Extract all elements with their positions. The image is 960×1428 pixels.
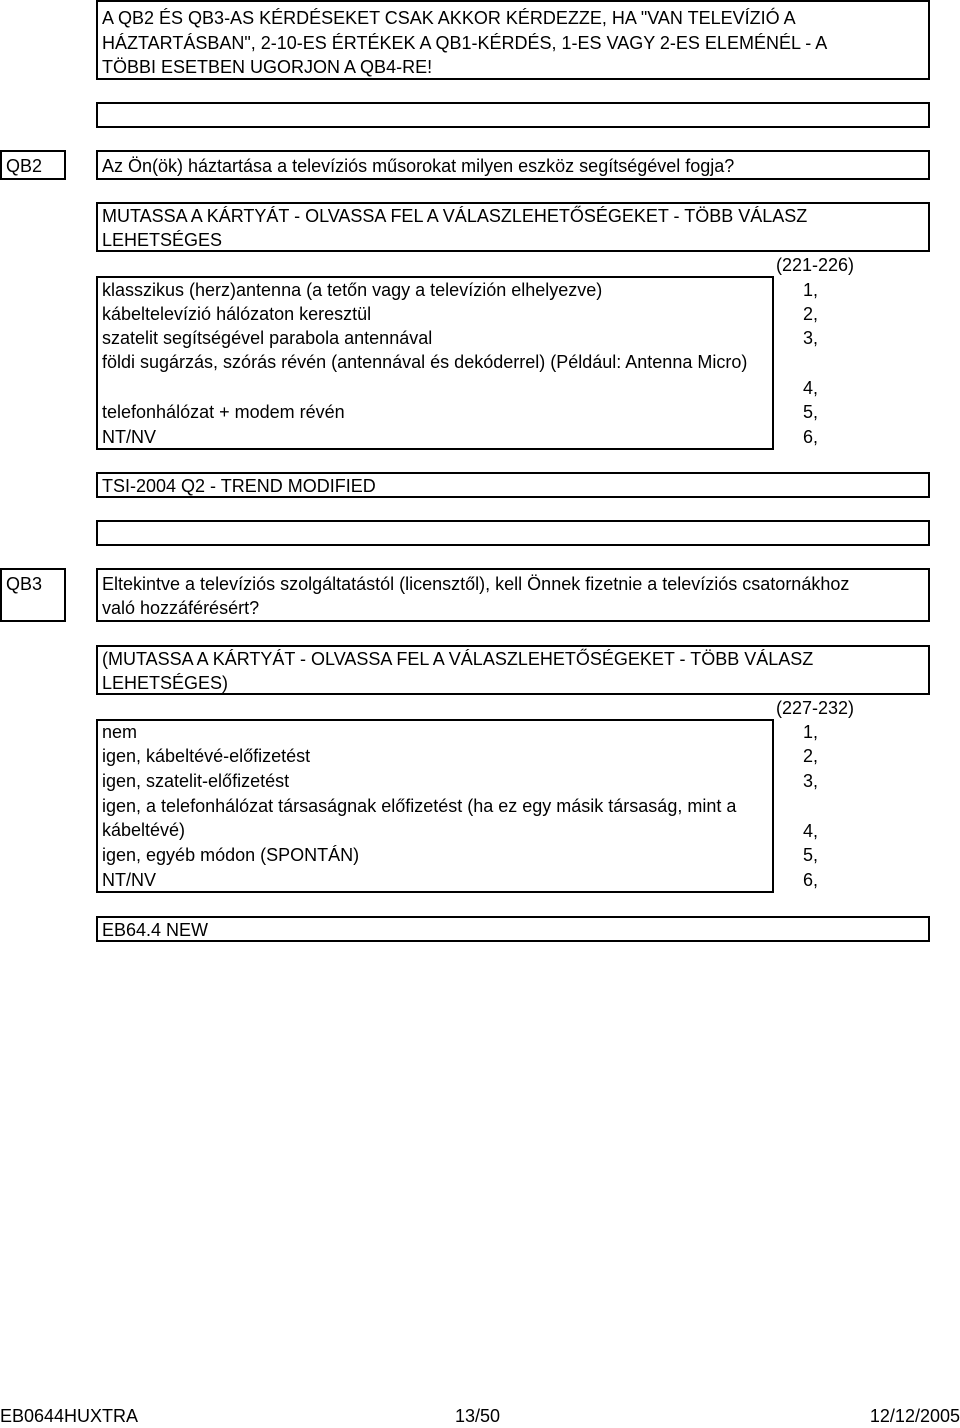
qb3-option-5-code: 5, — [802, 845, 818, 865]
qb3-option-4: igen, a telefonhálózat társaságnak előfizetést (ha ez egy másik társaság, mint a kábeltévé) — [102, 796, 737, 840]
empty-box — [96, 102, 930, 128]
qb3-question-line-1: Eltekintve a televíziós szolgáltatástól (licensztől), kell Önnek fizetnie a televíziós csatornákhoz — [102, 574, 850, 594]
qb3-source-box — [96, 916, 930, 942]
qb2-option-6-code: 6, — [802, 427, 818, 447]
qb3-option-2: igen, kábeltévé-előfizetést — [102, 746, 311, 766]
qb2-column-codes: (221-226) — [776, 255, 855, 275]
qb2-option-3-code: 3, — [802, 328, 818, 348]
qb2-question: Az Ön(ök) háztartása a televíziós műsorokat milyen eszköz segítségével fogja? — [102, 156, 735, 176]
qb3-option-6: NT/NV — [102, 870, 156, 890]
qb3-option-5: igen, egyéb módon (SPONTÁN) — [102, 845, 360, 865]
qb2-option-4-code: 4, — [802, 378, 818, 398]
filter-instruction-line-1: A QB2 ÉS QB3-AS KÉRDÉSEKET CSAK AKKOR KÉRDEZZE, HA "VAN TELEVÍZIÓ A — [102, 8, 796, 28]
qb2-instruction-line-2: LEHETSÉGES — [102, 230, 223, 250]
qb3-source: EB64.4 NEW — [102, 920, 209, 940]
qb3-question-line-2: való hozzáférésért? — [102, 598, 260, 618]
qb3-label: QB3 — [6, 574, 43, 594]
qb2-option-4: földi sugárzás, szórás révén (antennával és dekóderrel) (Például: Antenna Micro) — [102, 352, 748, 372]
qb2-option-1-code: 1, — [802, 280, 818, 300]
qb3-instruction-line-1: (MUTASSA A KÁRTYÁT - OLVASSA FEL A VÁLASZLEHETŐSÉGEKET - TÖBB VÁLASZ — [102, 649, 814, 669]
empty-box — [96, 520, 930, 546]
footer-date: 12/12/2005 — [869, 1406, 960, 1426]
qb2-label: QB2 — [6, 156, 43, 176]
qb2-source: TSI-2004 Q2 - TREND MODIFIED — [102, 476, 376, 496]
footer-doc-id: EB0644HUXTRA — [0, 1406, 139, 1426]
qb2-instruction-line-1: MUTASSA A KÁRTYÁT - OLVASSA FEL A VÁLASZLEHETŐSÉGEKET - TÖBB VÁLASZ — [102, 206, 808, 226]
qb3-option-1-code: 1, — [802, 722, 818, 742]
qb3-option-4-code: 4, — [802, 821, 818, 841]
qb2-option-5-code: 5, — [802, 402, 818, 422]
qb3-option-2-code: 2, — [802, 746, 818, 766]
qb2-option-2-code: 2, — [802, 304, 818, 324]
qb2-option-3: szatelit segítségével parabola antennával — [102, 328, 433, 348]
filter-instruction-line-3: TÖBBI ESETBEN UGORJON A QB4-RE! — [102, 57, 433, 77]
qb3-option-3: igen, szatelit-előfizetést — [102, 771, 290, 791]
qb3-option-6-code: 6, — [802, 870, 818, 890]
qb3-instruction-line-2: LEHETSÉGES) — [102, 673, 229, 693]
qb2-option-1: klasszikus (herz)antenna (a tetőn vagy a televízión elhelyezve) — [102, 280, 603, 300]
qb3-option-1: nem — [102, 722, 138, 742]
qb2-option-2: kábeltelevízió hálózaton keresztül — [102, 304, 372, 324]
qb2-option-6: NT/NV — [102, 427, 156, 447]
qb2-option-5: telefonhálózat + modem révén — [102, 402, 345, 422]
qb3-option-3-code: 3, — [802, 771, 818, 791]
qb3-column-codes: (227-232) — [776, 698, 855, 718]
filter-instruction-line-2: HÁZTARTÁSBAN", 2-10-ES ÉRTÉKEK A QB1-KÉRDÉS, 1-ES VAGY 2-ES ELEMÉNÉL - A — [102, 33, 828, 53]
footer-page-number: 13/50 — [455, 1406, 501, 1426]
